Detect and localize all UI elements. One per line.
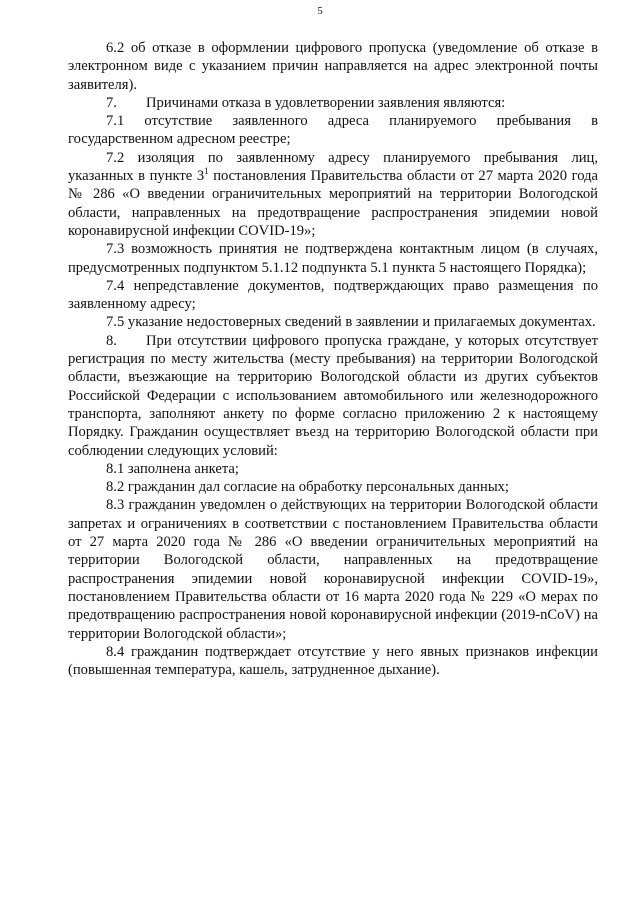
paragraph-8: [68, 332, 598, 460]
page-number: 5: [317, 5, 323, 17]
paragraph-8-1: 8.1 заполнена анкета;: [106, 460, 239, 477]
paragraph-text-before: 7.2 изоляция по заявленному адресу планируемого пребывания лиц, указанных в пункте 3: [68, 149, 598, 185]
paragraph-text: При отсутствии цифрового пропуска граждане, у которых отсутствует регистрация по месту жительства (месту пребывания) на территории Вологодской области, въезжающие на территорию Вологодской области из других субъектов Российской Федерации с использованием автомобильного или железнодорожного транспорта, заполняют анкету по форме согласно приложению 2 к настоящему Порядку. Гражданин осуществляет въезд на территорию Вологодской области при соблюдении следующих условий:: [68, 332, 598, 459]
paragraph-number: 8.: [106, 332, 117, 349]
paragraph-text-after: постановления Правительства области от 27 марта 2020 года № 286 «О введении ограничительных мероприятий на территории Вологодской области, направленных на предотвращение распространения эпидемии новой коронавирусной инфекции COVID-19»;: [68, 168, 598, 239]
paragraph-8-3: 8.3 гражданин уведомлен о действующих на территории Вологодской области запретах и ограничениях в соответствии с постановлением Правительства области от 27 марта 2020 года № 286 «О введении ограничительных мероприятий на территории Вологодской области, направленных на предотвращение распространения эпидемии новой коронавирусной инфекции COVID-19», постановлением Правительства области от 16 марта 2020 года № 229 «О мерах по предотвращению распространения новой коронавирусной инфекции (2019-nCoV) на территории Вологодской области»;: [68, 497, 598, 642]
paragraph-7-2: [68, 149, 598, 240]
paragraph-8-2: 8.2 гражданин дал согласие на обработку персональных данных;: [106, 479, 509, 496]
paragraph-7-1: 7.1 отсутствие заявленного адреса планируемого пребывания в государственном адресном реестре;: [68, 113, 598, 148]
document-body: [68, 39, 598, 679]
paragraph-6-2: 6.2 об отказе в оформлении цифрового пропуска (уведомление об отказе в электронном виде с указанием причин направляется на адрес электронной почты заявителя).: [68, 40, 598, 93]
footnote-superscript: 1: [204, 166, 209, 177]
paragraph-8-4: 8.4 гражданин подтверждает отсутствие у него явных признаков инфекции (повышенная температура, кашель, затрудненное дыхание).: [68, 643, 598, 679]
paragraph-7-4: 7.4 непредставление документов, подтверждающих право размещения по заявленному адресу;: [68, 277, 598, 313]
paragraph-7: [68, 94, 598, 112]
paragraph-7-5: 7.5 указание недостоверных сведений в заявлении и прилагаемых документах.: [106, 314, 596, 331]
paragraph-7-3: 7.3 возможность принятия не подтверждена контактным лицом (в случаях, предусмотренных подпунктом 5.1.12 подпункта 5.1 пункта 5 настоящего Порядка);: [68, 241, 598, 276]
paragraph-number: 7.: [106, 94, 117, 111]
paragraph-text: Причинами отказа в удовлетворении заявления являются:: [146, 94, 506, 111]
